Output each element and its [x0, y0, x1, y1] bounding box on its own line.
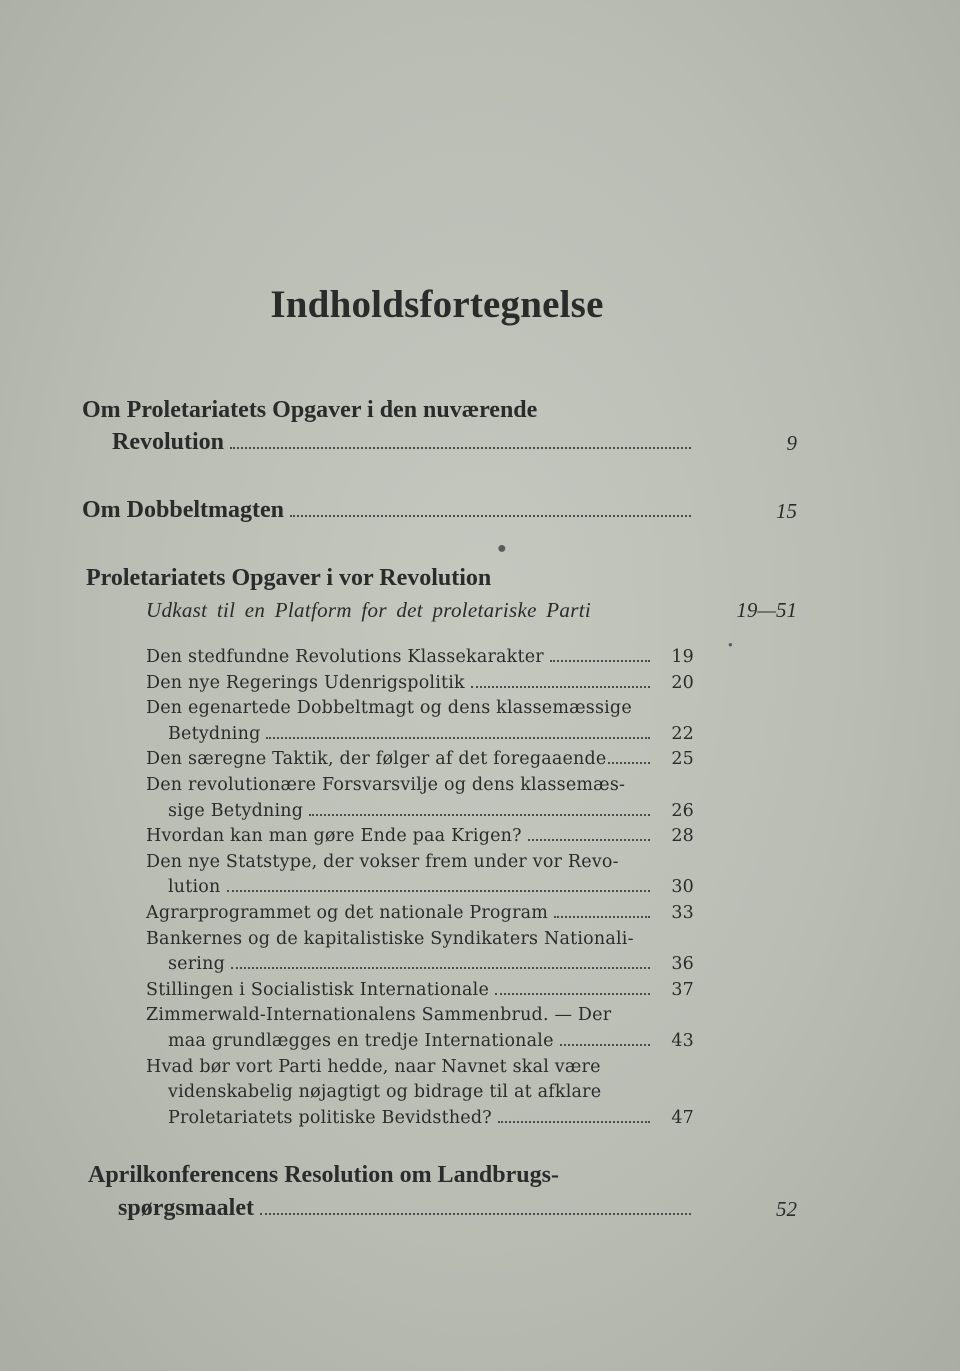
entry-text: Den stedfundne Revolutions Klassekarakter [146, 647, 544, 667]
leader-dots [495, 993, 650, 995]
toc-entry-continuation [146, 799, 694, 825]
toc-entry [146, 773, 694, 799]
section-1-line2-row [112, 429, 697, 456]
section-1-line1: Om Proletariatets Opgaver i den nuværende [82, 397, 538, 423]
toc-entry [146, 978, 694, 1004]
entry-text: Hvad bør vort Parti hedde, naar Navnet skal være [146, 1056, 601, 1077]
section-4-line2: spørgsmaalet [118, 1195, 254, 1221]
entry-text: videnskabelig nøjagtigt og bidrage til at afklare [168, 1082, 602, 1103]
leader-dots [528, 839, 650, 841]
entry-text: Den nye Statstype, der vokser frem under vor Revo- [146, 851, 619, 872]
section-2-title: Om Dobbeltmagten [82, 497, 284, 523]
entry-page: 28 [671, 826, 694, 847]
subsection-list [146, 645, 694, 1131]
section-2-page: 15 [776, 499, 797, 523]
entry-page: 36 [671, 954, 694, 975]
entry-text: Stillingen i Socialistisk Internationale [146, 979, 490, 1000]
leader-dots [498, 1121, 650, 1123]
leader-dots [231, 967, 650, 969]
ink-mark: ● [497, 540, 507, 557]
entry-page: 43 [671, 1030, 694, 1051]
entry-page: 26 [671, 800, 694, 821]
section-3-subtitle: Udkast til en Platform for det proletariske Parti [146, 598, 591, 622]
entry-page: 20 [671, 672, 694, 693]
section-4-line2-row [118, 1195, 697, 1222]
entry-text: sige Betydning [168, 800, 304, 821]
toc-entry-continuation [146, 875, 694, 901]
entry-page: 22 [671, 723, 694, 744]
section-2-row [82, 497, 697, 524]
toc-entry-continuation [146, 1106, 694, 1132]
entry-text: Bankernes og de kapitalistiske Syndikaters Nationali- [146, 928, 634, 949]
leader-dots [227, 890, 650, 892]
leader-dots [260, 1213, 691, 1215]
toc-entry [146, 824, 694, 850]
section-1-line2: Revolution [112, 429, 225, 455]
entry-text: Betydning [168, 723, 261, 744]
toc-entry [146, 671, 694, 697]
section-3-title: Proletariatets Opgaver i vor Revolution [86, 565, 492, 591]
entry-text: Den nye Regerings Udenrigspolitik [146, 672, 465, 693]
entry-text: Agrarprogrammet og det nationale Program [146, 902, 549, 923]
entry-text: Hvordan kan man gøre Ende paa Krigen? [146, 826, 522, 847]
leader-dots [550, 660, 650, 662]
section-3-page: 19—51 [736, 598, 797, 622]
toc-entry [146, 747, 694, 773]
leader-dots [230, 447, 691, 449]
entry-text: Den revolutionære Forsvarsvilje og dens klassemæs- [146, 774, 626, 795]
toc-entry-continuation [146, 1080, 694, 1106]
entry-text: Den egenartede Dobbeltmagt og dens klassemæssige [146, 698, 632, 719]
entry-text: sering [168, 954, 225, 975]
page-title: Indholdsfortegnelse [270, 283, 604, 326]
toc-entry [146, 1003, 694, 1029]
toc-entry [146, 901, 694, 927]
toc-entry [146, 850, 694, 876]
leader-dots [471, 686, 650, 688]
leader-dots [554, 916, 650, 918]
leader-dots [608, 762, 650, 764]
entry-page: 37 [671, 979, 694, 1000]
entry-text: Proletariatets politiske Bevidsthed? [168, 1107, 492, 1128]
entry-page: 19 [671, 647, 694, 667]
leader-dots [309, 814, 650, 816]
entry-text: Den særegne Taktik, der følger af det foregaaende [146, 749, 607, 770]
toc-entry-continuation [146, 722, 694, 748]
entry-text: lution [168, 877, 221, 898]
toc-entry [146, 1055, 694, 1081]
section-1-page: 9 [786, 431, 797, 455]
entry-page: 47 [671, 1107, 694, 1128]
toc-entry [146, 645, 694, 671]
toc-entry [146, 696, 694, 722]
leader-dots [290, 515, 691, 517]
leader-dots [560, 1044, 650, 1046]
leader-dots [266, 737, 650, 739]
entry-text: maa grundlægges en tredje Internationale [168, 1030, 554, 1051]
section-4-line1: Aprilkonferencens Resolution om Landbrugs- [88, 1162, 559, 1188]
toc-entry-continuation [146, 952, 694, 978]
entry-page: 25 [671, 749, 694, 770]
toc-entry [146, 927, 694, 953]
toc-entry-continuation [146, 1029, 694, 1055]
section-4-page: 52 [776, 1197, 797, 1221]
entry-page: 30 [671, 877, 694, 898]
entry-text: Zimmerwald-Internationalens Sammenbrud. — Der [146, 1005, 612, 1026]
entry-page: 33 [671, 902, 694, 923]
ink-dot: ● [728, 640, 733, 649]
